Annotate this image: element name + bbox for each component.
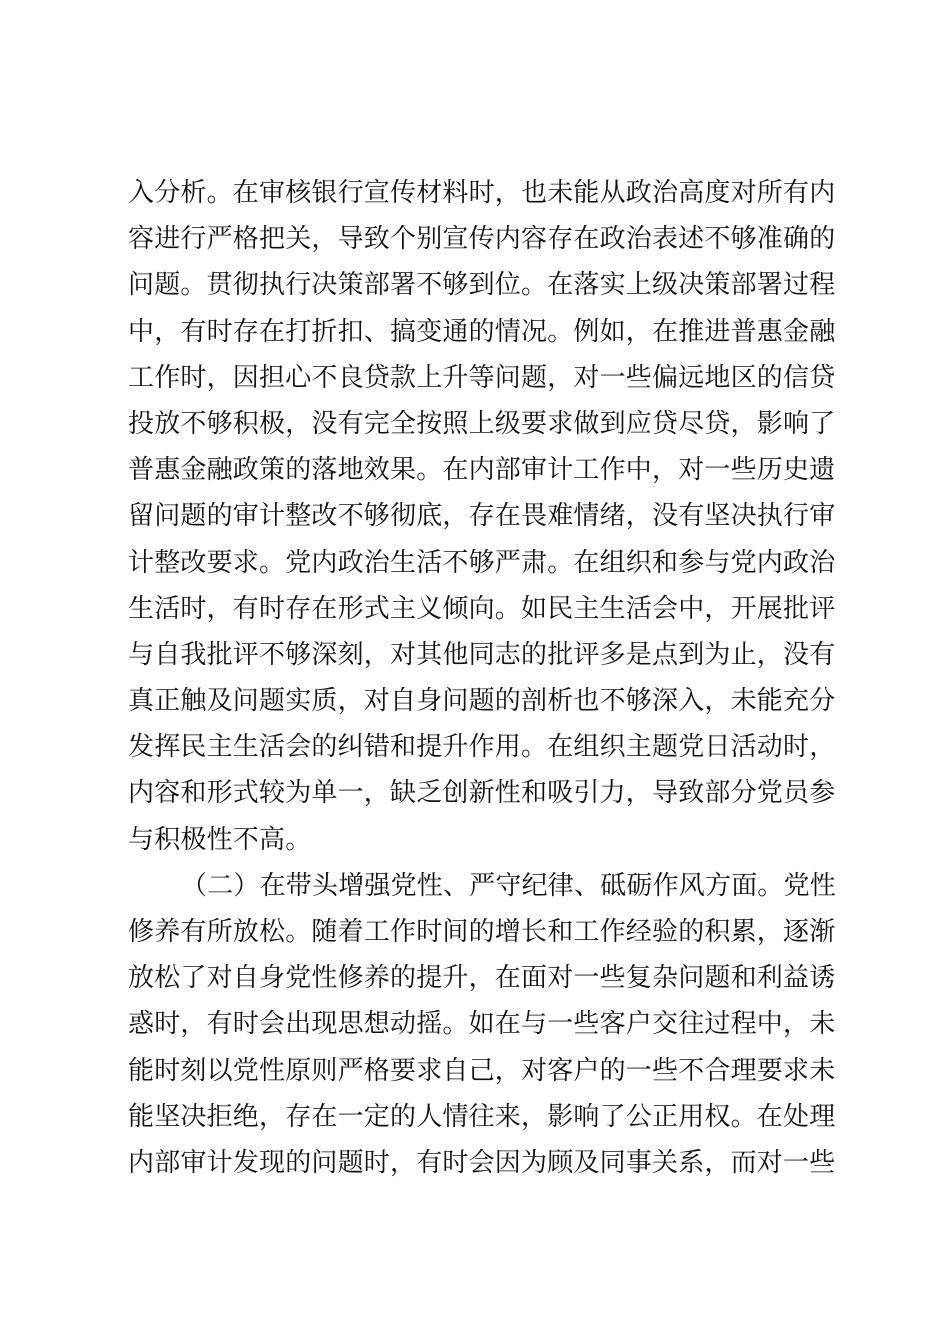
text-line: 投放不够积极，没有完全按照上级要求做到应贷尽贷，影响了: [128, 408, 836, 439]
document-body: [128, 170, 837, 1186]
section-heading-line: （二）在带头增强党性、严守纪律、砥砺作风方面。党性: [181, 870, 837, 901]
text-line: 中，有时存在打折扣、搞变通的情况。例如，在推进普惠金融: [128, 316, 836, 347]
text-line: 内部审计发现的问题时，有时会因为顾及同事关系，而对一些: [128, 1147, 836, 1178]
text-line: 放松了对自身党性修养的提升，在面对一些复杂问题和利益诱: [128, 963, 836, 994]
text-line: 与自我批评不够深刻，对其他同志的批评多是点到为止，没有: [128, 639, 836, 670]
text-line: 普惠金融政策的落地效果。在内部审计工作中，对一些历史遗: [128, 455, 836, 486]
text-line: 发挥民主生活会的纠错和提升作用。在组织主题党日活动时，: [128, 732, 836, 763]
text-line: 能坚决拒绝，存在一定的人情往来，影响了公正用权。在处理: [128, 1101, 836, 1132]
text-line: 计整改要求。党内政治生活不够严肃。在组织和参与党内政治: [128, 547, 836, 578]
text-line: 问题。贯彻执行决策部署不够到位。在落实上级决策部署过程: [128, 270, 836, 301]
text-line: 真正触及问题实质，对自身问题的剖析也不够深入，未能充分: [128, 686, 836, 717]
text-line: 工作时，因担心不良贷款上升等问题，对一些偏远地区的信贷: [128, 362, 836, 393]
paragraph-end-line: 与积极性不高。: [128, 824, 312, 855]
text-line: 能时刻以党性原则严格要求自己，对客户的一些不合理要求未: [128, 1055, 836, 1086]
text-line: 修养有所放松。随着工作时间的增长和工作经验的积累，逐渐: [128, 917, 836, 947]
text-line: 入分析。在审核银行宣传材料时，也未能从政治高度对所有内: [128, 178, 836, 208]
text-line: 惑时，有时会出现思想动摇。如在与一些客户交往过程中，未: [128, 1009, 836, 1040]
text-line: 容进行严格把关，导致个别宣传内容存在政治表述不够准确的: [128, 224, 836, 255]
text-line: 留问题的审计整改不够彻底，存在畏难情绪，没有坚决执行审: [128, 501, 836, 532]
text-line: 内容和形式较为单一，缺乏创新性和吸引力，导致部分党员参: [128, 778, 836, 809]
text-line: 生活时，有时存在形式主义倾向。如民主生活会中，开展批评: [128, 593, 836, 624]
